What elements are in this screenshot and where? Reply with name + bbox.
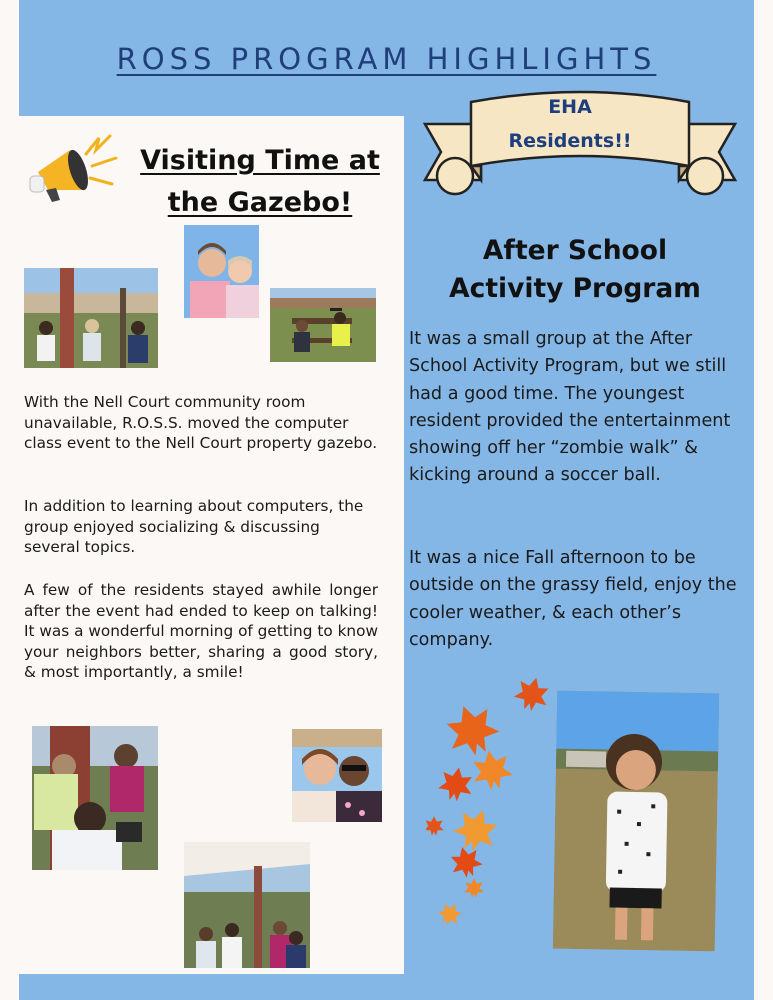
left-paragraph-3: A few of the residents stayed awhile longer after the event had ended to keep on talking! It was a wonderful morning of getting to know your neighbors better, sharing a good story, & most importantly, a smile!: [24, 581, 378, 681]
photo-child-field: [553, 691, 719, 952]
right-heading-line2: Activity Program: [449, 273, 701, 304]
photo-gazebo-group-2: [184, 842, 310, 968]
megaphone-icon: [24, 120, 124, 210]
right-heading-line1: After School: [482, 235, 668, 266]
left-heading: [130, 140, 390, 224]
footer-bar: [19, 975, 754, 1000]
left-heading-line1: Visiting Time at: [140, 145, 380, 176]
photo-gazebo-group-1: [24, 268, 158, 368]
photo-selfie-1: [184, 225, 259, 318]
right-heading: [420, 232, 730, 308]
photo-selfie-2: [292, 729, 382, 822]
left-paragraph-2: In addition to learning about computers, the group enjoyed socializing & discussing several topics.: [24, 497, 364, 556]
autumn-leaves: [426, 674, 556, 934]
photo-gazebo-residents-seated: [32, 726, 158, 870]
left-paragraph-1: With the Nell Court community room unavailable, R.O.S.S. moved the computer class event to the Nell Court property gazebo.: [24, 393, 378, 452]
left-heading-line2: the Gazebo!: [167, 187, 353, 218]
banner-line1: EHA: [548, 96, 592, 118]
banner-line2: Residents!!: [508, 130, 632, 152]
right-paragraph-1: It was a small group at the After School Activity Program, but we still had a good time. The youngest resident provided the entertainment showing off her “zombie walk” & kicking around a soccer ball.: [409, 329, 731, 486]
right-paragraph-2: It was a nice Fall afternoon to be outside on the grassy field, enjoy the cooler weather, & each other’s company.: [409, 548, 737, 650]
page-title: ROSS PROGRAM HIGHLIGHTS: [116, 42, 657, 76]
photo-gazebo-bench: [270, 288, 376, 362]
